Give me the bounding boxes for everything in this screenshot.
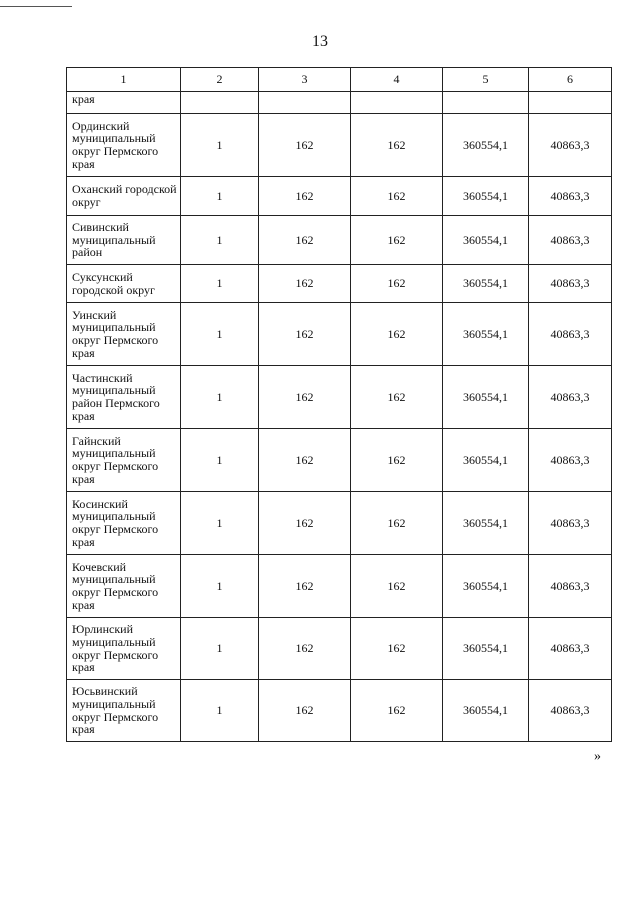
value-cell-c2: 1	[181, 555, 259, 618]
value-cell-c2: 1	[181, 618, 259, 680]
value-cell-c5: 360554,1	[443, 216, 529, 265]
closing-quote-mark: »	[594, 749, 601, 764]
value-cell-c3: 162	[259, 429, 351, 492]
value-cell-c6: 40863,3	[529, 265, 612, 303]
empty-cell	[443, 92, 529, 114]
value-cell-c2: 1	[181, 265, 259, 303]
value-cell-c5: 360554,1	[443, 366, 529, 429]
value-cell-c6: 40863,3	[529, 177, 612, 216]
municipality-name-cell: Ординский муниципальный округ Пермского края	[67, 114, 181, 177]
value-cell-c2: 1	[181, 492, 259, 555]
value-cell-c6: 40863,3	[529, 555, 612, 618]
value-cell-c3: 162	[259, 265, 351, 303]
value-cell-c5: 360554,1	[443, 618, 529, 680]
continuation-cell: края	[67, 92, 181, 114]
top-rule	[0, 6, 72, 7]
column-header: 5	[443, 68, 529, 92]
value-cell-c2: 1	[181, 429, 259, 492]
value-cell-c3: 162	[259, 555, 351, 618]
table-row	[67, 114, 612, 177]
continuation-row	[67, 92, 612, 114]
table-row	[67, 265, 612, 303]
value-cell-c4: 162	[351, 303, 443, 366]
table-row	[67, 555, 612, 618]
municipality-name-cell: Суксунский городской округ	[67, 265, 181, 303]
value-cell-c6: 40863,3	[529, 114, 612, 177]
value-cell-c3: 162	[259, 366, 351, 429]
value-cell-c5: 360554,1	[443, 177, 529, 216]
value-cell-c5: 360554,1	[443, 492, 529, 555]
value-cell-c6: 40863,3	[529, 492, 612, 555]
value-cell-c6: 40863,3	[529, 618, 612, 680]
value-cell-c6: 40863,3	[529, 680, 612, 742]
value-cell-c3: 162	[259, 680, 351, 742]
table-row	[67, 303, 612, 366]
value-cell-c2: 1	[181, 680, 259, 742]
value-cell-c4: 162	[351, 366, 443, 429]
value-cell-c6: 40863,3	[529, 429, 612, 492]
municipality-name-cell: Юрлинский муниципальный округ Пермского края	[67, 618, 181, 680]
municipality-name-cell: Юсьвинский муниципальный округ Пермского края	[67, 680, 181, 742]
value-cell-c4: 162	[351, 177, 443, 216]
municipality-name-cell: Частинский муниципальный район Пермского края	[67, 366, 181, 429]
value-cell-c5: 360554,1	[443, 265, 529, 303]
table-row	[67, 177, 612, 216]
table-row	[67, 680, 612, 742]
value-cell-c5: 360554,1	[443, 555, 529, 618]
column-header: 3	[259, 68, 351, 92]
data-table	[66, 67, 612, 742]
table-row	[67, 492, 612, 555]
value-cell-c3: 162	[259, 114, 351, 177]
value-cell-c5: 360554,1	[443, 429, 529, 492]
value-cell-c4: 162	[351, 618, 443, 680]
value-cell-c5: 360554,1	[443, 303, 529, 366]
value-cell-c5: 360554,1	[443, 114, 529, 177]
empty-cell	[351, 92, 443, 114]
value-cell-c5: 360554,1	[443, 680, 529, 742]
municipality-name-cell: Кочевский муниципальный округ Пермского края	[67, 555, 181, 618]
table-header-row	[67, 68, 612, 92]
municipality-name-cell: Сивинский муниципальный район	[67, 216, 181, 265]
value-cell-c2: 1	[181, 366, 259, 429]
empty-cell	[529, 92, 612, 114]
table-row	[67, 366, 612, 429]
value-cell-c3: 162	[259, 492, 351, 555]
municipality-name-cell: Оханский городской округ	[67, 177, 181, 216]
table-row	[67, 618, 612, 680]
value-cell-c4: 162	[351, 555, 443, 618]
municipality-name-cell: Косинский муниципальный округ Пермского края	[67, 492, 181, 555]
column-header: 6	[529, 68, 612, 92]
value-cell-c4: 162	[351, 216, 443, 265]
value-cell-c3: 162	[259, 216, 351, 265]
empty-cell	[181, 92, 259, 114]
value-cell-c6: 40863,3	[529, 366, 612, 429]
value-cell-c4: 162	[351, 114, 443, 177]
column-header: 4	[351, 68, 443, 92]
value-cell-c3: 162	[259, 618, 351, 680]
value-cell-c2: 1	[181, 216, 259, 265]
empty-cell	[259, 92, 351, 114]
municipality-name-cell: Уинский муниципальный округ Пермского края	[67, 303, 181, 366]
table-body	[67, 114, 612, 742]
value-cell-c4: 162	[351, 680, 443, 742]
value-cell-c6: 40863,3	[529, 303, 612, 366]
value-cell-c4: 162	[351, 492, 443, 555]
value-cell-c3: 162	[259, 177, 351, 216]
table-row	[67, 429, 612, 492]
value-cell-c2: 1	[181, 177, 259, 216]
value-cell-c4: 162	[351, 429, 443, 492]
value-cell-c2: 1	[181, 303, 259, 366]
value-cell-c4: 162	[351, 265, 443, 303]
column-header: 2	[181, 68, 259, 92]
municipality-name-cell: Гайнский муниципальный округ Пермского края	[67, 429, 181, 492]
page-number: 13	[312, 33, 328, 50]
table-row	[67, 216, 612, 265]
value-cell-c2: 1	[181, 114, 259, 177]
column-header: 1	[67, 68, 181, 92]
value-cell-c3: 162	[259, 303, 351, 366]
value-cell-c6: 40863,3	[529, 216, 612, 265]
